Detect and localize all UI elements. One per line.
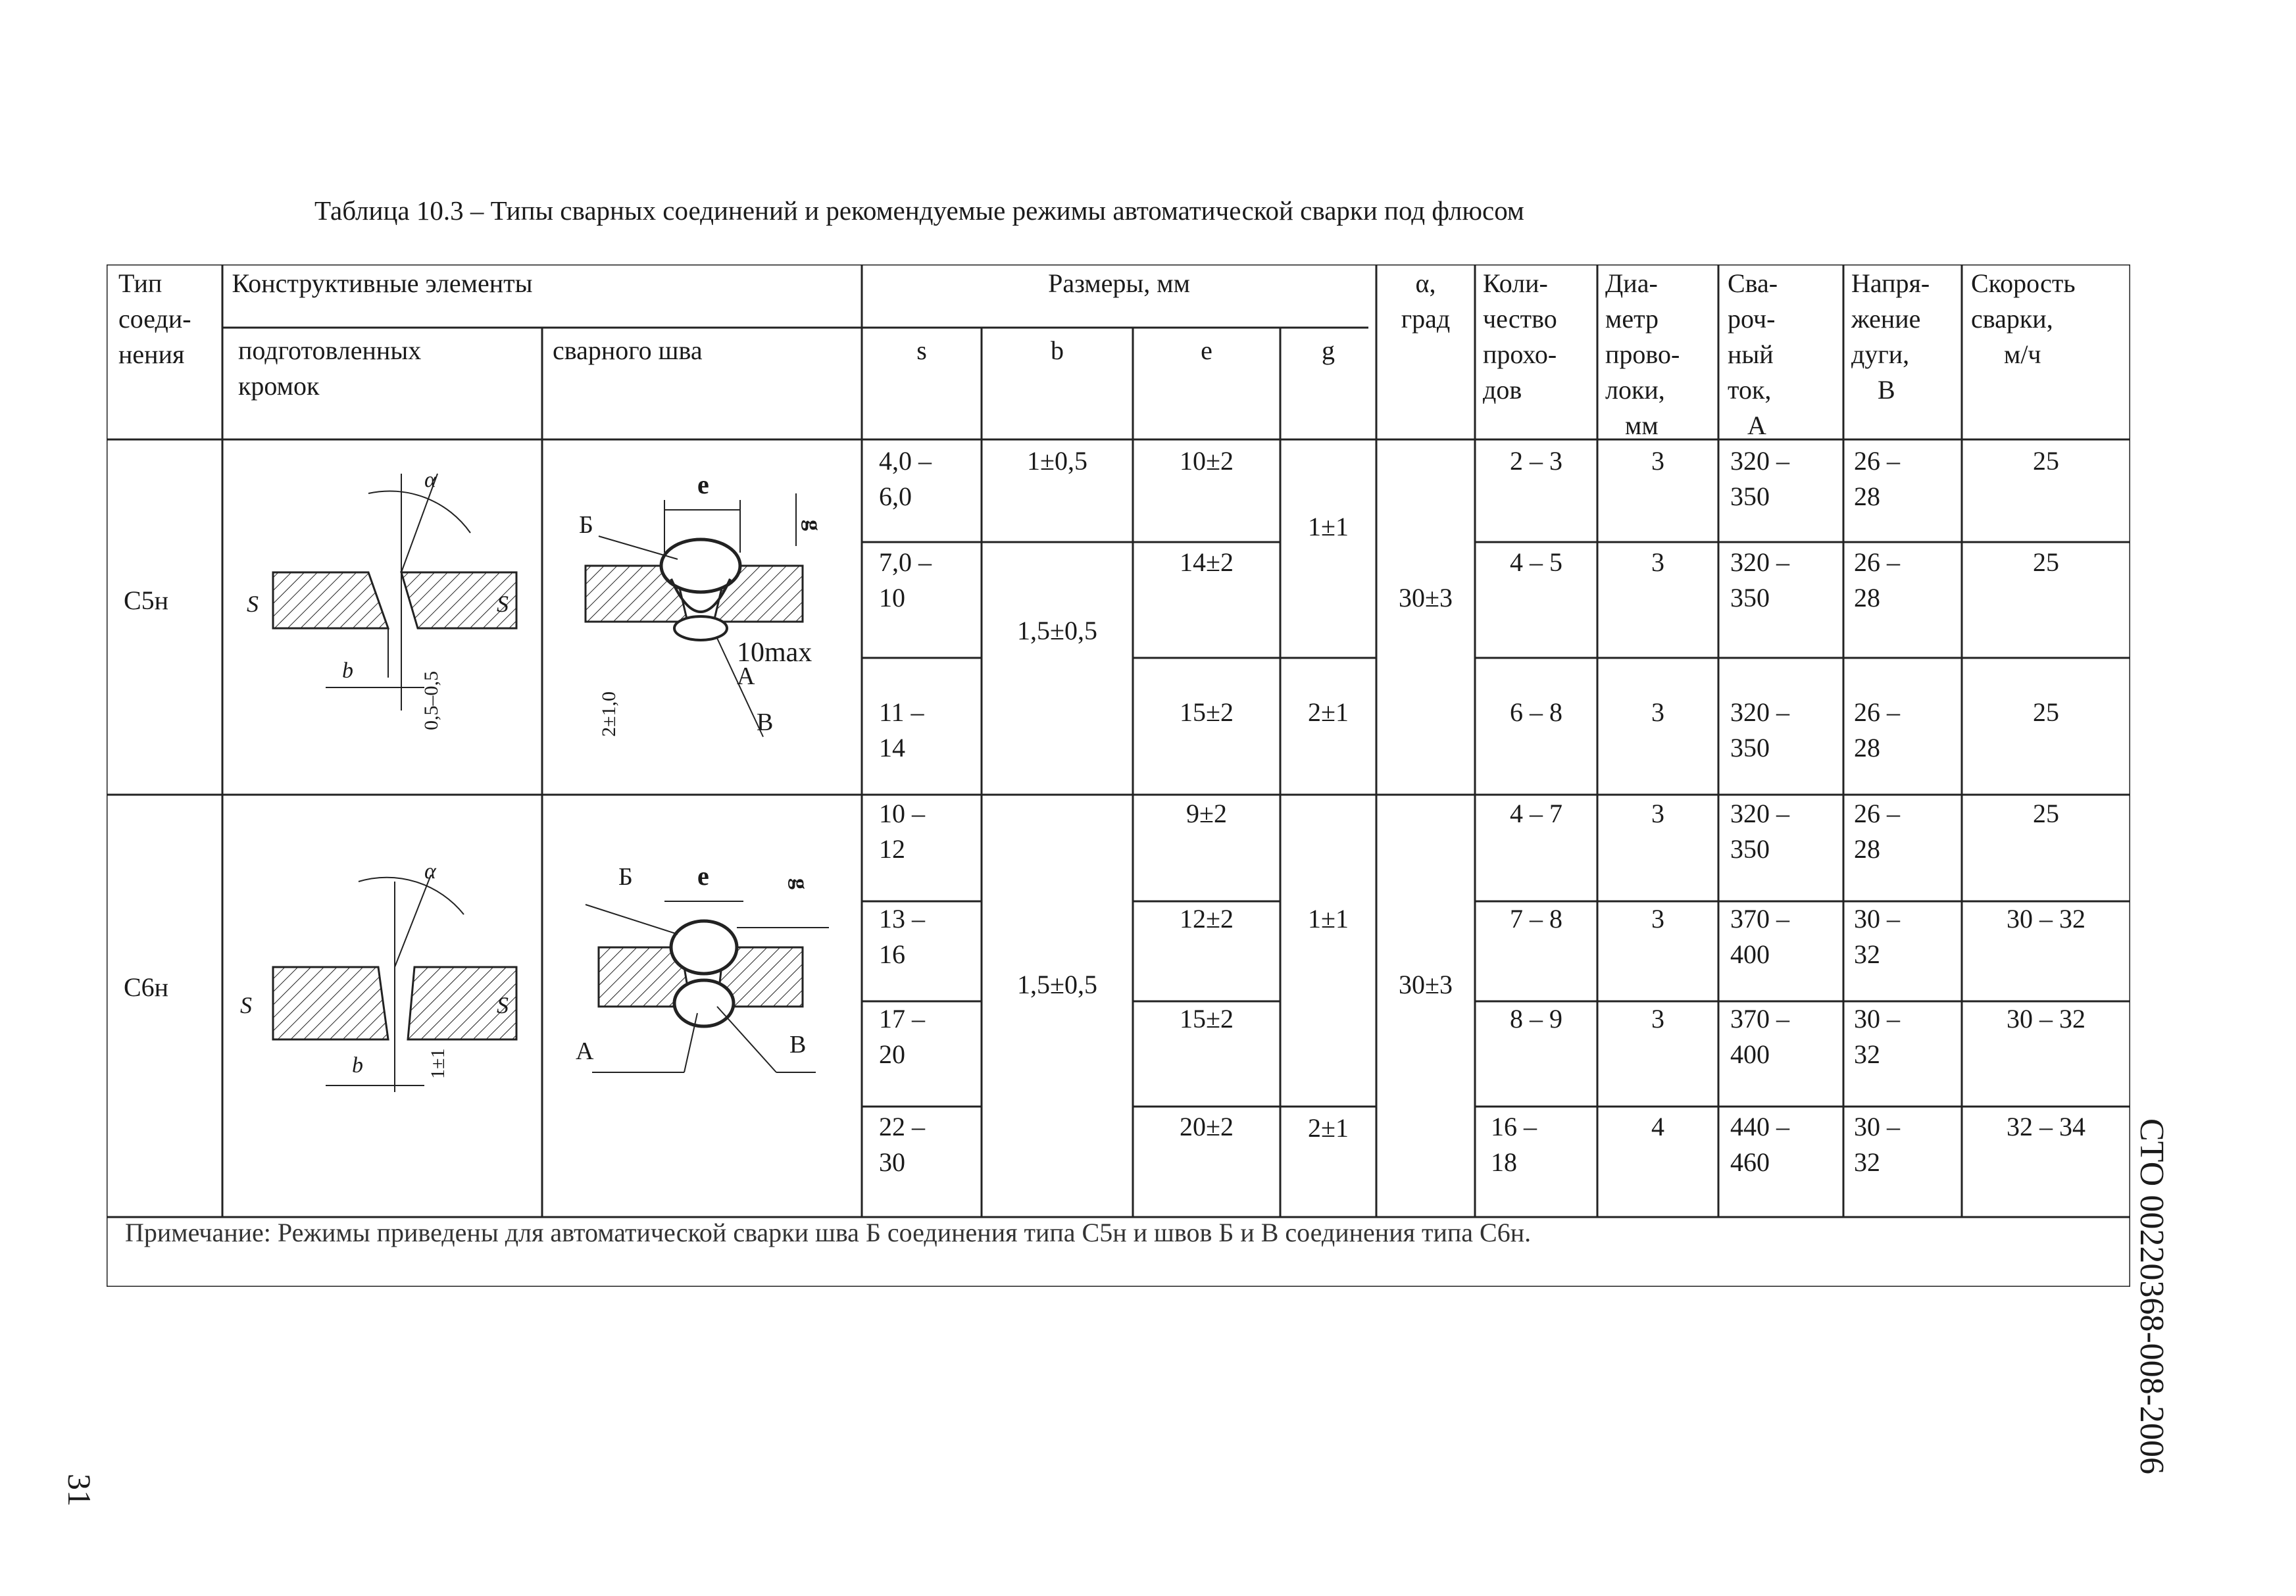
- table-row: 22 – 30: [879, 1112, 925, 1177]
- table-cell: 7 – 8: [1510, 904, 1562, 934]
- group1-type: С5н: [124, 586, 169, 615]
- c6n-s-label-left: S: [240, 992, 252, 1018]
- table-cell: 26 – 28: [1854, 446, 1900, 511]
- table-cell: 6 – 8: [1510, 697, 1562, 727]
- c6n-g-label: g: [787, 878, 812, 889]
- header-passes: Коли- чество прохо- дов: [1483, 268, 1557, 405]
- table-cell: 26 – 28: [1854, 799, 1900, 864]
- c5n-alpha-label: α: [424, 468, 436, 492]
- c6n-a-label: А: [576, 1037, 594, 1065]
- table-caption: Таблица 10.3 – Типы сварных соединений и рекомендуемые режимы автоматической сварки под флюсом: [314, 195, 1524, 226]
- table-cell: 3: [1651, 547, 1664, 577]
- group2-b1: 1,5±0,5: [1017, 970, 1097, 999]
- table-cell: 30 – 32: [2007, 1004, 2085, 1034]
- table-cell: 25: [2033, 697, 2059, 727]
- c5n-s-label-right: S: [497, 591, 509, 617]
- header-current: Сва- роч- ный ток, А: [1728, 268, 1778, 440]
- table-cell: 9±2: [1186, 799, 1227, 828]
- table-cell: 8 – 9: [1510, 1004, 1562, 1034]
- table-cell: 370 – 400: [1730, 904, 1789, 969]
- c5n-max-label: 10max: [737, 637, 812, 668]
- table-cell: 25: [2033, 547, 2059, 577]
- table-cell: 4 – 7: [1510, 799, 1562, 828]
- c6n-gap-label: 1±1: [427, 1048, 449, 1079]
- table-cell: 2 – 3: [1510, 446, 1562, 476]
- table-cell: 10±2: [1180, 446, 1234, 476]
- header-voltage: Напря- жение дуги, В: [1851, 268, 1930, 405]
- table-row: 4,0 – 6,0: [879, 446, 932, 511]
- c5n-cyr-b-label: Б: [579, 511, 593, 539]
- table-cell: 3: [1651, 1004, 1664, 1034]
- c5n-weld-drawing: [566, 447, 855, 750]
- c6n-alpha-label: α: [424, 859, 436, 884]
- c5n-gap-label: 0,5–0,5: [420, 671, 442, 730]
- group2-g2: 2±1: [1308, 1113, 1349, 1143]
- table-cell: 3: [1651, 904, 1664, 934]
- document-code: СТО 00220368-008-2006: [2133, 1118, 2170, 1474]
- group2-alpha: 30±3: [1399, 970, 1453, 999]
- c5n-edge-prep-drawing: [227, 454, 536, 743]
- group1-b1: 1±0,5: [1027, 446, 1087, 476]
- c5n-e-label: e: [697, 470, 709, 499]
- table-cell: 15±2: [1180, 697, 1234, 727]
- header-alpha: α, град: [1401, 268, 1451, 334]
- table-cell: 32 – 34: [2007, 1112, 2085, 1141]
- c6n-weld-drawing: [566, 849, 855, 1112]
- header-weld: сварного шва: [553, 336, 703, 365]
- table-cell: 370 – 400: [1730, 1004, 1789, 1069]
- table-cell: 20±2: [1180, 1112, 1234, 1141]
- c6n-v-label: В: [789, 1031, 807, 1059]
- table-cell: 320 – 350: [1730, 446, 1789, 511]
- header-g: g: [1322, 336, 1335, 365]
- c5n-v-label: В: [757, 709, 774, 736]
- header-sizes: Размеры, мм: [1048, 268, 1190, 298]
- c5n-s-label-left: S: [247, 591, 259, 617]
- table-cell: 3: [1651, 697, 1664, 727]
- header-diameter: Диа- метр прово- локи, мм: [1605, 268, 1680, 440]
- group1-g1: 1±1: [1308, 512, 1349, 541]
- table-cell: 4 – 5: [1510, 547, 1562, 577]
- table-cell: 320 – 350: [1730, 697, 1789, 762]
- c6n-cyr-b-label: Б: [618, 863, 633, 891]
- c6n-edge-prep-drawing: [227, 855, 536, 1105]
- c6n-b-label: b: [352, 1053, 363, 1078]
- header-prepared: подготовленных кромок: [238, 336, 422, 401]
- table-row: 7,0 – 10: [879, 547, 932, 612]
- table-cell: 30 – 32: [1854, 904, 1900, 969]
- group1-g2: 2±1: [1308, 697, 1349, 727]
- group1-alpha: 30±3: [1399, 583, 1453, 612]
- group2-g1: 1±1: [1308, 904, 1349, 934]
- c5n-b-label: b: [342, 659, 353, 683]
- table-cell: 26 – 28: [1854, 547, 1900, 612]
- table-cell: 30 – 32: [2007, 904, 2085, 934]
- c6n-s-label-right: S: [497, 992, 509, 1018]
- table-row: 11 – 14: [879, 697, 924, 762]
- table-cell: 25: [2033, 446, 2059, 476]
- table-cell: 15±2: [1180, 1004, 1234, 1034]
- table-cell: 30 – 32: [1854, 1112, 1900, 1177]
- table-cell: 320 – 350: [1730, 547, 1789, 612]
- c5n-depth-label: 2±1,0: [598, 691, 620, 737]
- table-cell: 3: [1651, 446, 1664, 476]
- page-number: 31: [61, 1474, 98, 1507]
- table-cell: 4: [1651, 1112, 1664, 1141]
- header-constructive: Конструктивные элементы: [232, 268, 533, 298]
- header-b: b: [1051, 336, 1064, 365]
- table-cell: 25: [2033, 799, 2059, 828]
- table-cell: 3: [1651, 799, 1664, 828]
- table-cell: 440 – 460: [1730, 1112, 1789, 1177]
- table-cell: 26 – 28: [1854, 697, 1900, 762]
- c5n-g-label: g: [801, 520, 825, 531]
- table-cell: 30 – 32: [1854, 1004, 1900, 1069]
- table-row: 10 – 12: [879, 799, 925, 864]
- table-row: 17 – 20: [879, 1004, 925, 1069]
- group1-b2: 1,5±0,5: [1017, 616, 1097, 645]
- header-s: s: [916, 336, 927, 365]
- table-note: Примечание: Режимы приведены для автоматической сварки шва Б соединения типа С5н и швов Б и В соединения типа С6н.: [125, 1218, 1532, 1247]
- c6n-e-label: e: [697, 861, 709, 891]
- header-type: Тип соеди- нения: [118, 268, 191, 369]
- c5n-a-label: А: [737, 662, 755, 690]
- group2-type: С6н: [124, 972, 169, 1002]
- table-cell: 14±2: [1180, 547, 1234, 577]
- header-e: e: [1201, 336, 1212, 365]
- table-row: 13 – 16: [879, 904, 925, 969]
- table-grid: [107, 264, 2130, 1287]
- header-speed: Скорость сварки, м/ч: [1971, 268, 2076, 369]
- table-cell: 12±2: [1180, 904, 1234, 934]
- table-cell: 320 – 350: [1730, 799, 1789, 864]
- table-cell: 16 – 18: [1491, 1112, 1537, 1177]
